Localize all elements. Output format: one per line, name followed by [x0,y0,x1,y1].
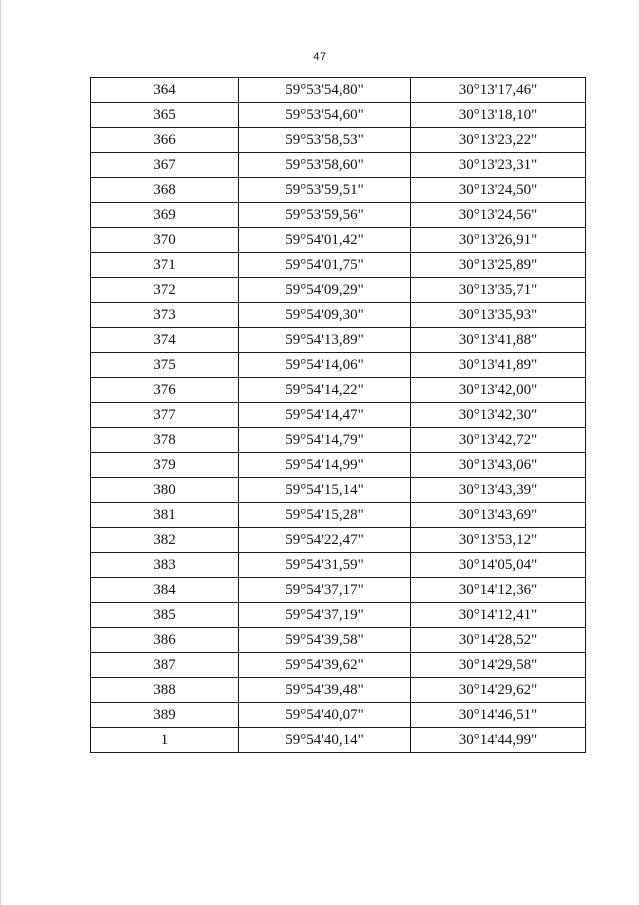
longitude-cell: 30°13'43,06" [411,453,586,478]
point-number-cell: 366 [91,128,239,153]
table-row [91,578,586,603]
latitude-cell: 59°54'14,99" [239,453,411,478]
latitude-cell: 59°54'40,07" [239,703,411,728]
table-row [91,728,586,753]
longitude-cell: 30°14'46,51" [411,703,586,728]
point-number-cell: 383 [91,553,239,578]
latitude-cell: 59°54'01,75" [239,253,411,278]
latitude-cell: 59°54'37,19" [239,603,411,628]
longitude-cell: 30°13'17,46" [411,78,586,103]
longitude-cell: 30°13'53,12" [411,528,586,553]
table-row [91,628,586,653]
longitude-cell: 30°13'41,88" [411,328,586,353]
latitude-cell: 59°54'15,14" [239,478,411,503]
longitude-cell: 30°14'28,52" [411,628,586,653]
latitude-cell: 59°54'09,29" [239,278,411,303]
longitude-cell: 30°14'05,04" [411,553,586,578]
table-row [91,403,586,428]
longitude-cell: 30°13'25,89" [411,253,586,278]
longitude-cell: 30°13'24,56" [411,203,586,228]
page-number: 47 [313,51,327,63]
point-number-cell: 382 [91,528,239,553]
point-number-cell: 386 [91,628,239,653]
point-number-cell: 377 [91,403,239,428]
table-row [91,428,586,453]
point-number-cell: 365 [91,103,239,128]
latitude-cell: 59°54'09,30" [239,303,411,328]
point-number-cell: 367 [91,153,239,178]
longitude-cell: 30°14'29,62" [411,678,586,703]
table-row [91,303,586,328]
table-row [91,128,586,153]
point-number-cell: 369 [91,203,239,228]
table-row [91,653,586,678]
table-row [91,228,586,253]
longitude-cell: 30°13'42,30" [411,403,586,428]
latitude-cell: 59°54'31,59" [239,553,411,578]
longitude-cell: 30°14'12,41" [411,603,586,628]
table-row [91,153,586,178]
table-row [91,503,586,528]
longitude-cell: 30°13'35,71" [411,278,586,303]
point-number-cell: 368 [91,178,239,203]
table-row [91,203,586,228]
page-edge-left [0,0,1,905]
latitude-cell: 59°53'59,56" [239,203,411,228]
table-row [91,453,586,478]
table-row [91,278,586,303]
longitude-cell: 30°13'42,72" [411,428,586,453]
point-number-cell: 372 [91,278,239,303]
table-row [91,178,586,203]
point-number-cell: 381 [91,503,239,528]
latitude-cell: 59°54'15,28" [239,503,411,528]
latitude-cell: 59°54'40,14" [239,728,411,753]
latitude-cell: 59°54'37,17" [239,578,411,603]
table-row [91,353,586,378]
table-row [91,378,586,403]
point-number-cell: 370 [91,228,239,253]
latitude-cell: 59°53'54,60" [239,103,411,128]
coordinates-table-body [91,78,586,753]
point-number-cell: 364 [91,78,239,103]
latitude-cell: 59°54'39,58" [239,628,411,653]
latitude-cell: 59°54'22,47" [239,528,411,553]
longitude-cell: 30°13'42,00" [411,378,586,403]
point-number-cell: 378 [91,428,239,453]
longitude-cell: 30°14'44,99" [411,728,586,753]
latitude-cell: 59°54'14,47" [239,403,411,428]
point-number-cell: 1 [91,728,239,753]
point-number-cell: 388 [91,678,239,703]
latitude-cell: 59°53'59,51" [239,178,411,203]
latitude-cell: 59°54'39,62" [239,653,411,678]
point-number-cell: 371 [91,253,239,278]
coordinates-table [90,77,586,753]
longitude-cell: 30°14'12,36" [411,578,586,603]
table-row [91,78,586,103]
longitude-cell: 30°13'26,91" [411,228,586,253]
longitude-cell: 30°13'43,39" [411,478,586,503]
table-row [91,703,586,728]
longitude-cell: 30°13'18,10" [411,103,586,128]
table-row [91,253,586,278]
point-number-cell: 374 [91,328,239,353]
longitude-cell: 30°13'41,89" [411,353,586,378]
latitude-cell: 59°54'01,42" [239,228,411,253]
latitude-cell: 59°54'14,06" [239,353,411,378]
longitude-cell: 30°13'43,69" [411,503,586,528]
latitude-cell: 59°53'54,80" [239,78,411,103]
latitude-cell: 59°54'14,79" [239,428,411,453]
point-number-cell: 380 [91,478,239,503]
longitude-cell: 30°13'23,31" [411,153,586,178]
latitude-cell: 59°53'58,60" [239,153,411,178]
latitude-cell: 59°54'13,89" [239,328,411,353]
point-number-cell: 379 [91,453,239,478]
longitude-cell: 30°13'24,50" [411,178,586,203]
table-row [91,528,586,553]
point-number-cell: 373 [91,303,239,328]
point-number-cell: 389 [91,703,239,728]
table-row [91,328,586,353]
table-row [91,553,586,578]
latitude-cell: 59°54'39,48" [239,678,411,703]
point-number-cell: 376 [91,378,239,403]
latitude-cell: 59°53'58,53" [239,128,411,153]
table-row [91,678,586,703]
longitude-cell: 30°13'35,93" [411,303,586,328]
table-row [91,603,586,628]
latitude-cell: 59°54'14,22" [239,378,411,403]
table-row [91,103,586,128]
longitude-cell: 30°14'29,58" [411,653,586,678]
point-number-cell: 375 [91,353,239,378]
longitude-cell: 30°13'23,22" [411,128,586,153]
point-number-cell: 387 [91,653,239,678]
table-row [91,478,586,503]
point-number-cell: 384 [91,578,239,603]
point-number-cell: 385 [91,603,239,628]
